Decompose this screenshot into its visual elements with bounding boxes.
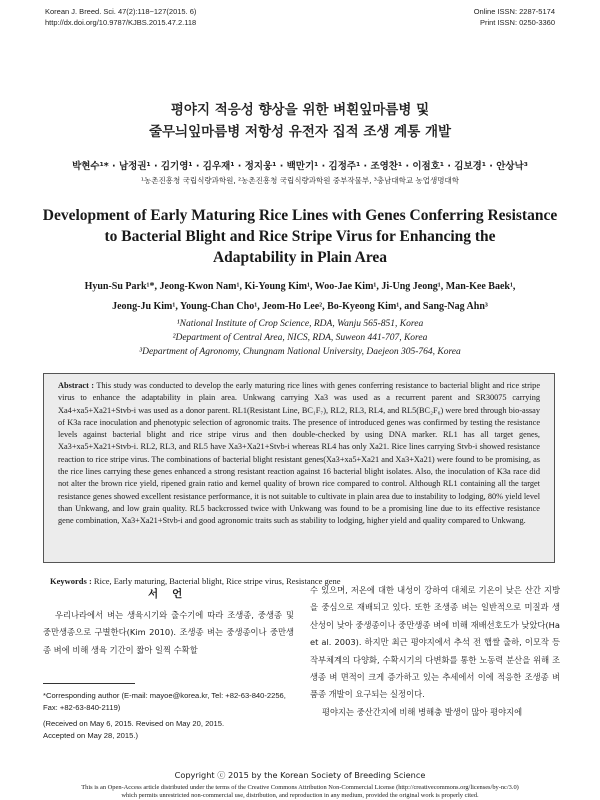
intro-right-text: 수 있으며, 저온에 대한 내성이 강하여 대체로 기온이 낮은 산간 지방을 중심으로 재배되고 있다. 또한 조생종 벼는 일반적으로 미질과 생산성이 낮아 중생종이나 중만생종 벼에 비해 재배선호도가 낮았다(Ha et al. 2003). 하지만 최근 평야지에서 추석 전 햅쌀 출하, 이모작 등 작부체계의 다양화, 수확시기의 다변화를 통한 노동력 분산을 위해 조생종 벼 면적이 크게 증가하고 있는 추세에서 이에 적응한 조생종 벼 품종 개발이 요구되는 실정이다. — [310, 585, 560, 700]
english-authors-line2: Jeong-Ju Kim¹, Young-Chan Cho¹, Jeom-Ho Lee², Bo-Kyeong Kim¹, and Sang-Nag Ahn³ — [112, 301, 488, 312]
korean-authors: 박현수¹* · 남정권¹ · 김기영¹ · 김우재¹ · 정지웅¹ · 백만기¹ · 김정주¹ · 조영찬¹ · 이점호¹ · 김보경¹ · 안상낙³ — [72, 161, 528, 172]
english-title-line1: Development of Early Maturing Rice Lines with Genes Conferring Resistance — [42, 207, 558, 224]
online-issn: Online ISSN: 2287-5174 — [473, 7, 555, 16]
license-line2: which permits unrestricted non-commercial use, distribution, and reproduction in any medium, provided the original work is properly cited. — [121, 792, 479, 799]
journal-citation: Korean J. Breed. Sci. 47(2):118~127(2015. 6) — [45, 7, 197, 16]
intro-left-column — [43, 607, 294, 659]
abstract-label: Abstract : — [58, 381, 95, 390]
copyright: Copyright ⓒ 2015 by the Korean Society of Breeding Science — [174, 770, 426, 780]
english-title-line3: Adaptability in Plain Area — [212, 249, 388, 266]
keywords-text: Rice, Early maturing, Bacterial blight, Rice stripe virus, Resistance gene — [93, 576, 341, 586]
abstract-text: This study was conducted to develop the early maturing rice lines with genes conferring resistance to bacterial blight and rice stripe virus to enhance the adaptability in plain area. Unkwang carrying Xa3 was used as a recurrent parent and SR30075 carrying Xa4+xa5+Xa21+Stvb-i was used as a donor parent. RL1(Resistant Line, BC₁F₇), RL2, RL3, RL4, and RL5(BC₂F₆) were bred through bio-assay of K3a race inoculation and phenotypic selection of agronomic traits. The presence of introduced genes was confirmed by testing the resistance levels against bacterial blight and rice stripe virus and then double-checked by using DNA marker. RL1 has all target genes, Xa3+xa5+Xa21+Stvb-i. RL2, RL3, and RL5 have Xa3+Xa21+Stvb-i whereas RL4 has only Xa21. Rice lines carrying Stvb-i showed resistance reaction to rice stripe virus. The combinations of bacterial blight resistant genes(Xa3+xa5+Xa21 and Xa3+Xa21) were found to be promising, as the rice lines carrying these genes enhanced a strong resistant reaction against 16 bacterial blight isolates. Also, the inoculation of K3a race did not alter the brown rice yield, ripened grain ratio and kernel quality of brown rice compared to control. Although RL1 containing all the target resistance genes showed excellent resistance performance, it is not suitable to cultivate in plain area due to instability to lodging, 80% yield level than Unkwang, and low grain quality. RL5 backcrossed twice with Unkwang was found to be a promising line due to its effective resistance gene combination, Xa3+Xa21+Stvb-i and good agronomic traits such as stability to lodging, higher yield and quality compared to Unkwang. — [58, 381, 541, 526]
abstract-box — [43, 373, 555, 563]
doi-link[interactable]: http://dx.doi.org/10.9787/KJBS.2015.47.2.118 — [45, 18, 197, 27]
footnote-rule — [43, 683, 135, 684]
received-date: (Received on May 6, 2015. Revised on May 20, 2015. — [43, 719, 225, 728]
korean-title-line2: 줄무늬잎마름병 저항성 유전자 집적 조생 계통 개발 — [148, 124, 452, 140]
journal-header — [45, 6, 196, 28]
corresponding-author: *Corresponding author (E-mail: mayoe@korea.kr, Tel: +82-63-840-2256, Fax: +82-63-840-2119) — [43, 691, 286, 712]
print-issn: Print ISSN: 0250-3360 — [479, 18, 555, 27]
issn-header — [474, 6, 555, 28]
intro-left-text: 우리나라에서 벼는 생육시기와 출수기에 따라 조생종, 중생종 및 중만생종으로 구별한다(Kim 2010). 조생종 벼는 중생종이나 중만생종 벼에 비해 생육 기간이 짧아 일찍 수확할 — [43, 610, 294, 655]
korean-affiliations: ¹농촌진흥청 국립식량과학원, ²농촌진흥청 국립식량과학원 중부작물부, ³충남대학교 농업생명대학 — [141, 176, 459, 185]
affiliation-1: ¹National Institute of Crop Science, RDA, Wanju 565-851, Korea — [176, 319, 424, 329]
keywords — [50, 576, 341, 586]
intro-right-last: 평야지는 중산간지에 비해 병해충 발생이 많아 평야지에 — [322, 706, 523, 717]
license-text — [30, 784, 570, 800]
english-title-line2: to Bacterial Blight and Rice Stripe Virus for Enhancing the — [104, 228, 496, 245]
affiliation-3: ³Department of Agronomy, Chungnam National University, Daejeon 305-764, Korea — [139, 347, 461, 357]
keywords-label: Keywords : — [50, 576, 92, 586]
korean-title-line1: 평야지 적응성 향상을 위한 벼흰잎마름병 및 — [170, 102, 430, 118]
accepted-date: Accepted on May 28, 2015.) — [43, 731, 138, 740]
license-line1: This is an Open-Access article distributed under the terms of the Creative Commons Attribution Non-Commercial License (http://creativecommons.org/licenses/by-nc/3.0) — [81, 784, 519, 791]
section-heading-intro: 서언 — [148, 588, 197, 600]
intro-right-column — [310, 582, 560, 721]
affiliation-2: ²Department of Central Area, NICS, RDA, Suweon 441-707, Korea — [172, 333, 428, 343]
english-authors-line1: Hyun-Su Park¹*, Jeong-Kwon Nam¹, Ki-Young Kim¹, Woo-Jae Kim¹, Ji-Ung Jeong¹, Man-Kee Baek¹, — [84, 281, 516, 292]
